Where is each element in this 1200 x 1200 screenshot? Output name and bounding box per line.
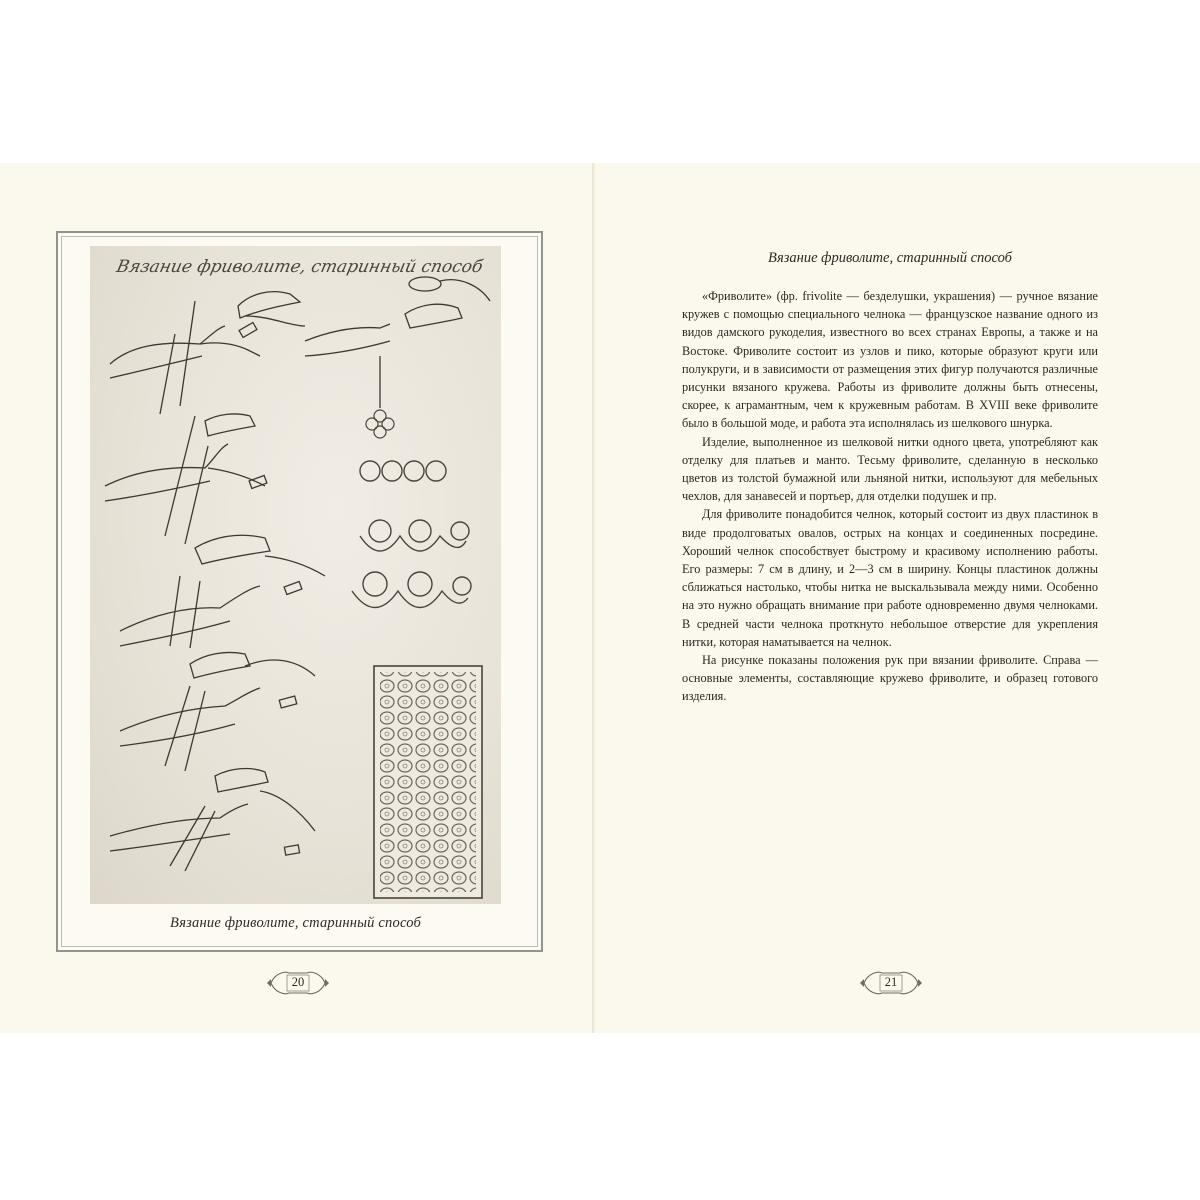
tatting-element-arches [352, 572, 471, 608]
finished-lace-sample [374, 666, 482, 898]
left-page [0, 163, 592, 1033]
tatting-element-chain [360, 520, 469, 551]
paragraph: «Фриволите» (фр. frivolite — безделушки, украшения) — ручное вязание кружев с помощью специального челнока — французское название одного из видов дамского рукоделия, известного во всех странах Европы, а также и на Востоке. Фриволите состоит из узлов и пико, которые образуют круги или полукруги, и в зависимости от размещения этих фигур получаются различные рисунки вязаного кружева. Работы из фриволите должны быть отнесены, скорее, к аграмантным, чем к кружевным работам. В XVIII веке фриволите было в большой моде, и работа эта исполнялась из шелкового шнурка. [682, 289, 1098, 431]
section-heading: Вязание фриволите, старинный способ [768, 250, 1012, 266]
hand-position-2 [105, 414, 267, 544]
page-number-text: 21 [884, 975, 898, 989]
tatting-element-rings [360, 461, 446, 481]
page-number-right [858, 969, 924, 997]
plate-handwritten-title: Вязание фриволите, старинный способ [114, 257, 485, 277]
paragraph: Для фриволите понадобится челнок, который состоит из двух пластинок в виде продолговатых овалов, острых на концах и соединенных посредине. Хороший челнок способствует быстрому и красивому исполнению работы. Его размеры: 7 см в длину, и 2—3 см в ширину. Концы пластинок должны сближаться настолько, чтобы нитка не выскальзывала между ними. Особенно на это нужно обращать внимание при работе одновременно двумя челноками. В средней части челнока проткнуто небольшое отверстие для укрепления нитки, которая наматывается на челнок. [682, 507, 1098, 649]
body-text [682, 287, 1098, 706]
hand-position-right [305, 277, 490, 408]
paragraph: Изделие, выполненное из шелковой нитки одного цвета, употребляют как отделку для платьев и манто. Тесьму фриволите, сделанную в несколько цветов из толстой бумажной или льняной нитки, используют для мебельных чехлов, для занавесей и портьер, для отделки подушек и пр. [682, 434, 1098, 504]
paragraph: На рисунке показаны положения рук при вязании фриволите. Справа — основные элементы, составляющие кружево фриволите, и образец готового изделия. [682, 653, 1098, 704]
hand-position-5 [110, 769, 315, 871]
plate-caption: Вязание фриволите, старинный способ [170, 915, 421, 931]
tatting-element-pendant [366, 410, 394, 438]
page-number-text: 20 [291, 975, 305, 989]
page-number-left [265, 969, 331, 997]
hand-position-4 [120, 652, 315, 771]
book-spread [0, 163, 1200, 1033]
tatting-illustration [90, 246, 501, 904]
engraving-plate [90, 246, 501, 904]
hand-position-3 [120, 535, 325, 648]
hand-position-1 [110, 292, 305, 414]
